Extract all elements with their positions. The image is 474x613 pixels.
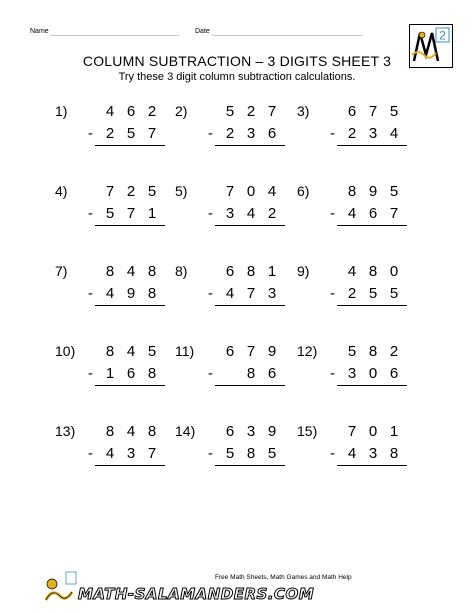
bottom-digit: 8 — [147, 365, 157, 382]
problem-10 — [55, 343, 195, 403]
bottom-digit: 6 — [389, 365, 399, 382]
answer-line — [215, 145, 285, 146]
top-digit: 6 — [225, 263, 235, 280]
problem-1 — [55, 103, 195, 163]
bottom-digit: 0 — [368, 365, 378, 382]
top-digit: 2 — [147, 103, 157, 120]
bottom-digit: 3 — [368, 125, 378, 142]
top-digit: 8 — [105, 343, 115, 360]
bottom-digit: 4 — [105, 445, 115, 462]
answer-line — [337, 465, 407, 466]
problem-number: 3) — [297, 103, 310, 119]
problem-7 — [55, 263, 195, 323]
top-digit: 8 — [105, 423, 115, 440]
footer-tagline: Free Math Sheets, Math Games and Math Help — [215, 574, 352, 581]
problem-2 — [175, 103, 315, 163]
minus-sign: - — [208, 125, 213, 142]
bottom-digit: 7 — [246, 285, 256, 302]
top-digit: 9 — [267, 423, 277, 440]
bottom-digit: 8 — [389, 445, 399, 462]
problem-number: 2) — [175, 103, 188, 119]
problem-number: 11) — [175, 343, 195, 359]
logo-number: 2 — [439, 28, 446, 43]
top-digit: 8 — [105, 263, 115, 280]
minus-sign: - — [330, 285, 335, 302]
bottom-digit: 4 — [347, 205, 357, 222]
top-digit: 6 — [225, 343, 235, 360]
problem-number: 14) — [175, 423, 196, 439]
problem-14 — [175, 423, 318, 483]
problem-number: 1) — [55, 103, 68, 119]
bottom-digit: 6 — [267, 365, 277, 382]
bottom-digit: 6 — [126, 365, 136, 382]
problem-15 — [297, 423, 437, 483]
minus-sign: - — [88, 125, 93, 142]
minus-sign: - — [330, 445, 335, 462]
problem-11 — [175, 343, 318, 403]
bottom-digit: 4 — [347, 445, 357, 462]
answer-line — [337, 145, 407, 146]
minus-sign: - — [330, 205, 335, 222]
instructions: Try these 3 digit column subtraction calculations. — [118, 71, 356, 83]
answer-line — [95, 385, 165, 386]
top-digit: 8 — [147, 423, 157, 440]
problem-5 — [175, 183, 315, 243]
answer-line — [215, 385, 285, 386]
bottom-digit: 5 — [225, 445, 235, 462]
minus-sign: - — [330, 125, 335, 142]
top-digit: 2 — [126, 183, 136, 200]
bottom-digit: 4 — [105, 285, 115, 302]
bottom-digit: 7 — [147, 445, 157, 462]
problem-number: 6) — [297, 183, 310, 199]
answer-line — [215, 305, 285, 306]
top-digit: 0 — [368, 423, 378, 440]
minus-sign: - — [330, 365, 335, 382]
problem-13 — [55, 423, 195, 483]
bottom-digit: 3 — [368, 445, 378, 462]
bottom-digit: 5 — [389, 285, 399, 302]
top-digit: 5 — [389, 183, 399, 200]
bottom-digit: 8 — [246, 365, 256, 382]
bottom-digit: 2 — [347, 285, 357, 302]
top-digit: 4 — [105, 103, 115, 120]
top-digit: 1 — [389, 423, 399, 440]
bottom-digit: 2 — [267, 205, 277, 222]
problem-9 — [297, 263, 437, 323]
problem-number: 4) — [55, 183, 68, 199]
answer-line — [215, 225, 285, 226]
top-digit: 8 — [246, 263, 256, 280]
bottom-digit: 1 — [105, 365, 115, 382]
bottom-digit: 7 — [147, 125, 157, 142]
bottom-digit: 2 — [105, 125, 115, 142]
bottom-digit: 8 — [147, 285, 157, 302]
top-digit: 0 — [389, 263, 399, 280]
answer-line — [337, 385, 407, 386]
problem-8 — [175, 263, 315, 323]
bottom-digit: 5 — [368, 285, 378, 302]
bottom-digit: 3 — [347, 365, 357, 382]
bottom-digit: 5 — [105, 205, 115, 222]
problem-number: 13) — [55, 423, 76, 439]
date-line — [212, 35, 362, 36]
top-digit: 7 — [225, 183, 235, 200]
answer-line — [95, 305, 165, 306]
minus-sign: - — [208, 285, 213, 302]
bottom-digit: 1 — [147, 205, 157, 222]
top-digit: 2 — [246, 103, 256, 120]
bottom-digit: 2 — [347, 125, 357, 142]
top-digit: 8 — [368, 263, 378, 280]
top-digit: 7 — [368, 103, 378, 120]
top-digit: 5 — [147, 183, 157, 200]
answer-line — [95, 145, 165, 146]
top-digit: 3 — [246, 423, 256, 440]
problem-6 — [297, 183, 437, 243]
problem-number: 8) — [175, 263, 188, 279]
top-digit: 4 — [126, 423, 136, 440]
minus-sign: - — [88, 365, 93, 382]
top-digit: 0 — [246, 183, 256, 200]
top-digit: 5 — [347, 343, 357, 360]
top-digit: 5 — [389, 103, 399, 120]
answer-line — [215, 465, 285, 466]
top-digit: 4 — [126, 343, 136, 360]
minus-sign: - — [88, 285, 93, 302]
top-digit: 4 — [126, 263, 136, 280]
bottom-digit: 3 — [246, 125, 256, 142]
bottom-digit: 8 — [246, 445, 256, 462]
answer-line — [95, 465, 165, 466]
bottom-digit: 4 — [389, 125, 399, 142]
minus-sign: - — [208, 365, 213, 382]
top-digit: 8 — [347, 183, 357, 200]
top-digit: 7 — [105, 183, 115, 200]
top-digit: 9 — [368, 183, 378, 200]
top-digit: 5 — [225, 103, 235, 120]
bottom-digit: 6 — [368, 205, 378, 222]
problem-12 — [297, 343, 437, 403]
name-label: Name — [30, 28, 49, 35]
bottom-digit: 7 — [389, 205, 399, 222]
answer-line — [337, 225, 407, 226]
bottom-digit: 3 — [225, 205, 235, 222]
top-digit: 8 — [147, 263, 157, 280]
bottom-digit: 4 — [246, 205, 256, 222]
top-digit: 6 — [347, 103, 357, 120]
date-label: Date — [195, 28, 210, 35]
minus-sign: - — [208, 445, 213, 462]
bottom-digit: 7 — [126, 205, 136, 222]
problem-number: 9) — [297, 263, 310, 279]
name-line — [50, 35, 180, 36]
bottom-digit: 4 — [225, 285, 235, 302]
bottom-digit: 6 — [267, 125, 277, 142]
bottom-digit: 9 — [126, 285, 136, 302]
top-digit: 7 — [267, 103, 277, 120]
bottom-digit: 3 — [267, 285, 277, 302]
problem-number: 10) — [55, 343, 76, 359]
top-digit: 8 — [368, 343, 378, 360]
minus-sign: - — [88, 205, 93, 222]
top-digit: 7 — [347, 423, 357, 440]
top-digit: 7 — [246, 343, 256, 360]
problem-number: 7) — [55, 263, 68, 279]
problem-number: 5) — [175, 183, 188, 199]
bottom-digit: 5 — [126, 125, 136, 142]
problem-3 — [297, 103, 437, 163]
page-title: COLUMN SUBTRACTION – 3 DIGITS SHEET 3 — [82, 53, 392, 69]
bottom-digit: 2 — [225, 125, 235, 142]
top-digit: 4 — [347, 263, 357, 280]
brand-name: MATH-SALAMANDERS.COM — [78, 585, 315, 603]
top-digit: 2 — [389, 343, 399, 360]
bottom-digit: 5 — [267, 445, 277, 462]
answer-line — [337, 305, 407, 306]
top-digit: 6 — [225, 423, 235, 440]
problem-4 — [55, 183, 195, 243]
top-digit: 4 — [267, 183, 277, 200]
minus-sign: - — [208, 205, 213, 222]
top-digit: 1 — [267, 263, 277, 280]
bottom-digit: 3 — [126, 445, 136, 462]
top-digit: 6 — [126, 103, 136, 120]
problem-number: 15) — [297, 423, 318, 439]
top-digit: 5 — [147, 343, 157, 360]
minus-sign: - — [88, 445, 93, 462]
top-digit: 9 — [267, 343, 277, 360]
problem-number: 12) — [297, 343, 318, 359]
answer-line — [95, 225, 165, 226]
